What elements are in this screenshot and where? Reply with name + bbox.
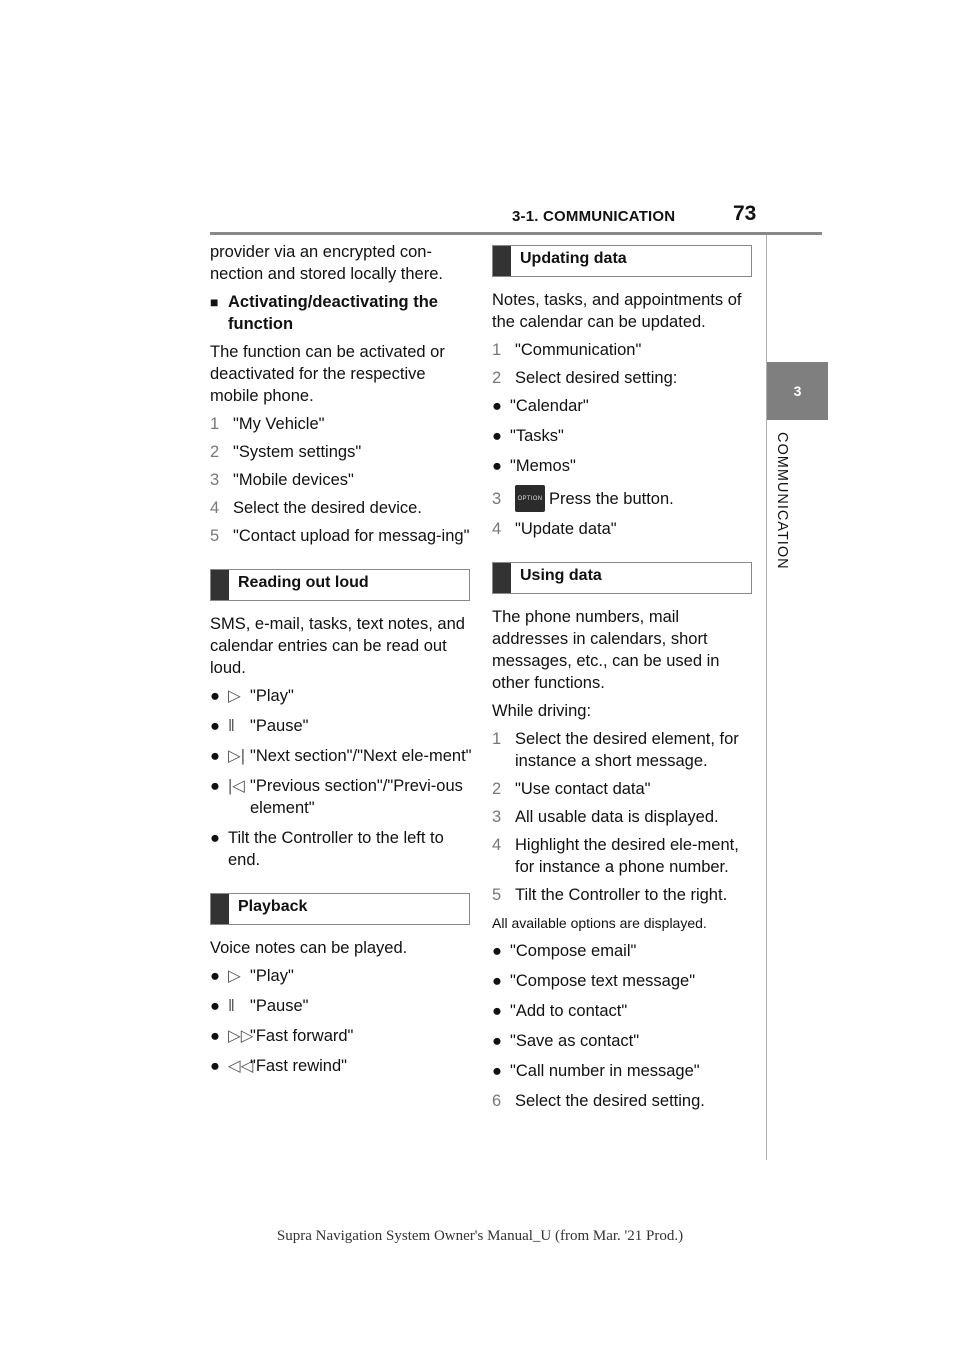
bullet-icon: ● bbox=[492, 397, 502, 415]
bullet-icon: ● bbox=[210, 967, 220, 985]
option-button-icon: OPTION bbox=[515, 485, 545, 512]
bullet-text: Tilt the Controller to the left to end. bbox=[228, 829, 444, 869]
header-section-title: 3-1. COMMUNICATION bbox=[512, 208, 676, 225]
list-item bbox=[492, 485, 754, 512]
bullet-icon: ● bbox=[492, 1032, 502, 1050]
options-note: All available options are displayed. bbox=[492, 915, 707, 931]
chapter-tab: 3 bbox=[767, 362, 828, 420]
list-item bbox=[492, 1030, 754, 1052]
list-item bbox=[492, 425, 754, 447]
bullet-text: "Fast forward" bbox=[250, 1027, 354, 1045]
step-text: Press the button. bbox=[549, 489, 674, 508]
list-item bbox=[210, 995, 472, 1017]
bullet-text: "Save as contact" bbox=[510, 1032, 640, 1050]
step-text: Select the desired device. bbox=[233, 499, 422, 517]
list-item bbox=[492, 367, 754, 389]
bullet-icon: ● bbox=[210, 717, 220, 735]
chapter-label: COMMUNICATION bbox=[774, 432, 790, 570]
pause-icon: ‖ bbox=[228, 997, 235, 1015]
list-item bbox=[492, 395, 754, 417]
bullet-icon: ● bbox=[492, 427, 502, 445]
bullet-icon: ● bbox=[492, 942, 502, 960]
list-item bbox=[210, 525, 472, 547]
bullet-icon: ● bbox=[210, 777, 220, 795]
activating-heading-text: Activating/deactivating the function bbox=[228, 293, 438, 333]
bullet-icon: ● bbox=[492, 972, 502, 990]
step-number: 2 bbox=[492, 369, 502, 387]
step-text: Select desired setting: bbox=[515, 369, 678, 387]
right-column bbox=[492, 245, 754, 1118]
fast-forward-icon: ▷▷ bbox=[228, 1027, 254, 1045]
reading-section-title: Reading out loud bbox=[238, 574, 369, 591]
bullet-text: "Play" bbox=[250, 687, 294, 705]
activating-heading bbox=[210, 291, 472, 335]
page-number: 73 bbox=[733, 202, 757, 225]
square-bullet-icon: ■ bbox=[210, 294, 219, 310]
step-text: "Use contact data" bbox=[515, 780, 651, 798]
section-bar bbox=[211, 570, 229, 600]
bullet-text: "Pause" bbox=[250, 997, 309, 1015]
step-text: "My Vehicle" bbox=[233, 415, 325, 433]
step-number: 1 bbox=[492, 341, 502, 359]
header-rule bbox=[210, 232, 822, 235]
bullet-icon: ● bbox=[210, 747, 220, 765]
bullet-text: "Memos" bbox=[510, 457, 576, 475]
using-section-title: Using data bbox=[520, 567, 602, 584]
bullet-text: "Call number in message" bbox=[510, 1062, 700, 1080]
intro-text: provider via an encrypted con-nection and stored locally there. bbox=[210, 243, 443, 283]
step-text: "Contact upload for messag-ing" bbox=[233, 527, 470, 545]
list-item bbox=[492, 455, 754, 477]
bullet-text: "Add to contact" bbox=[510, 1002, 628, 1020]
step-number: 4 bbox=[492, 836, 502, 854]
step-number: 1 bbox=[492, 730, 502, 748]
step-number: 3 bbox=[210, 471, 220, 489]
updating-section-title: Updating data bbox=[520, 250, 627, 267]
bullet-text: "Fast rewind" bbox=[250, 1057, 347, 1075]
activating-body: The function can be activated or deactivated for the respective mobile phone. bbox=[210, 343, 445, 405]
list-item bbox=[210, 745, 472, 767]
list-item bbox=[492, 834, 754, 878]
bullet-icon: ● bbox=[210, 829, 220, 847]
list-item bbox=[210, 965, 472, 987]
using-section-header bbox=[492, 562, 752, 594]
step-text: Select the desired setting. bbox=[515, 1092, 705, 1110]
step-number: 4 bbox=[492, 520, 502, 538]
step-text: "System settings" bbox=[233, 443, 362, 461]
bullet-icon: ● bbox=[210, 687, 220, 705]
bullet-icon: ● bbox=[492, 457, 502, 475]
bullet-text: "Next section"/"Next ele-ment" bbox=[250, 747, 472, 765]
list-item bbox=[492, 940, 754, 962]
step-number: 5 bbox=[492, 886, 502, 904]
playback-section-header bbox=[210, 893, 470, 925]
list-item bbox=[492, 778, 754, 800]
bullet-icon: ● bbox=[492, 1002, 502, 1020]
step-number: 3 bbox=[492, 808, 502, 826]
bullet-text: "Compose email" bbox=[510, 942, 637, 960]
playback-body: Voice notes can be played. bbox=[210, 939, 408, 957]
step-text: "Update data" bbox=[515, 520, 617, 538]
section-bar bbox=[493, 563, 511, 593]
list-item bbox=[210, 469, 472, 491]
step-text: "Communication" bbox=[515, 341, 642, 359]
list-item bbox=[492, 1060, 754, 1082]
section-bar bbox=[493, 246, 511, 276]
play-icon: ▷ bbox=[228, 687, 241, 705]
step-text: "Mobile devices" bbox=[233, 471, 354, 489]
step-number: 3 bbox=[492, 489, 502, 508]
using-body: The phone numbers, mail addresses in calendars, short messages, etc., can be used in other functions. bbox=[492, 608, 720, 692]
step-text: Highlight the desired ele-ment, for instance a phone number. bbox=[515, 836, 739, 876]
bullet-icon: ● bbox=[210, 1027, 220, 1045]
list-item bbox=[492, 1090, 754, 1112]
list-item bbox=[492, 806, 754, 828]
play-icon: ▷ bbox=[228, 967, 241, 985]
step-text: Tilt the Controller to the right. bbox=[515, 886, 728, 904]
updating-body: Notes, tasks, and appointments of the calendar can be updated. bbox=[492, 291, 742, 331]
list-item bbox=[492, 970, 754, 992]
page-footer: Supra Navigation System Owner's Manual_U (from Mar. '21 Prod.) bbox=[276, 1228, 684, 1244]
list-item bbox=[210, 413, 472, 435]
step-number: 4 bbox=[210, 499, 220, 517]
playback-section-title: Playback bbox=[238, 898, 308, 915]
section-bar bbox=[211, 894, 229, 924]
updating-section-header bbox=[492, 245, 752, 277]
previous-icon: |◁ bbox=[228, 777, 245, 795]
list-item bbox=[492, 728, 754, 772]
pause-icon: ‖ bbox=[228, 717, 235, 735]
bullet-text: "Compose text message" bbox=[510, 972, 696, 990]
list-item bbox=[210, 1055, 472, 1077]
bullet-icon: ● bbox=[492, 1062, 502, 1080]
list-item bbox=[210, 497, 472, 519]
reading-body: SMS, e-mail, tasks, text notes, and calendar entries can be read out loud. bbox=[210, 615, 465, 677]
bullet-text: "Tasks" bbox=[510, 427, 564, 445]
step-number: 6 bbox=[492, 1092, 502, 1110]
step-number: 2 bbox=[492, 780, 502, 798]
bullet-text: "Previous section"/"Previ-ous element" bbox=[250, 777, 463, 817]
list-item bbox=[492, 884, 754, 906]
bullet-text: "Play" bbox=[250, 967, 294, 985]
fast-rewind-icon: ◁◁ bbox=[228, 1057, 254, 1075]
step-text: Select the desired element, for instance a short message. bbox=[515, 730, 739, 770]
list-item bbox=[210, 441, 472, 463]
left-column bbox=[210, 241, 472, 1085]
next-icon: ▷| bbox=[228, 747, 245, 765]
bullet-icon: ● bbox=[210, 997, 220, 1015]
bullet-icon: ● bbox=[210, 1057, 220, 1075]
list-item bbox=[210, 715, 472, 737]
list-item bbox=[492, 339, 754, 361]
bullet-text: "Calendar" bbox=[510, 397, 589, 415]
list-item bbox=[210, 1025, 472, 1047]
step-text: All usable data is displayed. bbox=[515, 808, 719, 826]
list-item bbox=[492, 1000, 754, 1022]
step-number: 5 bbox=[210, 527, 220, 545]
step-number: 2 bbox=[210, 443, 220, 461]
list-item bbox=[210, 685, 472, 707]
while-driving-label: While driving: bbox=[492, 702, 592, 720]
list-item bbox=[492, 518, 754, 540]
list-item bbox=[210, 827, 472, 871]
list-item bbox=[210, 775, 472, 819]
step-number: 1 bbox=[210, 415, 220, 433]
reading-section-header bbox=[210, 569, 470, 601]
bullet-text: "Pause" bbox=[250, 717, 309, 735]
